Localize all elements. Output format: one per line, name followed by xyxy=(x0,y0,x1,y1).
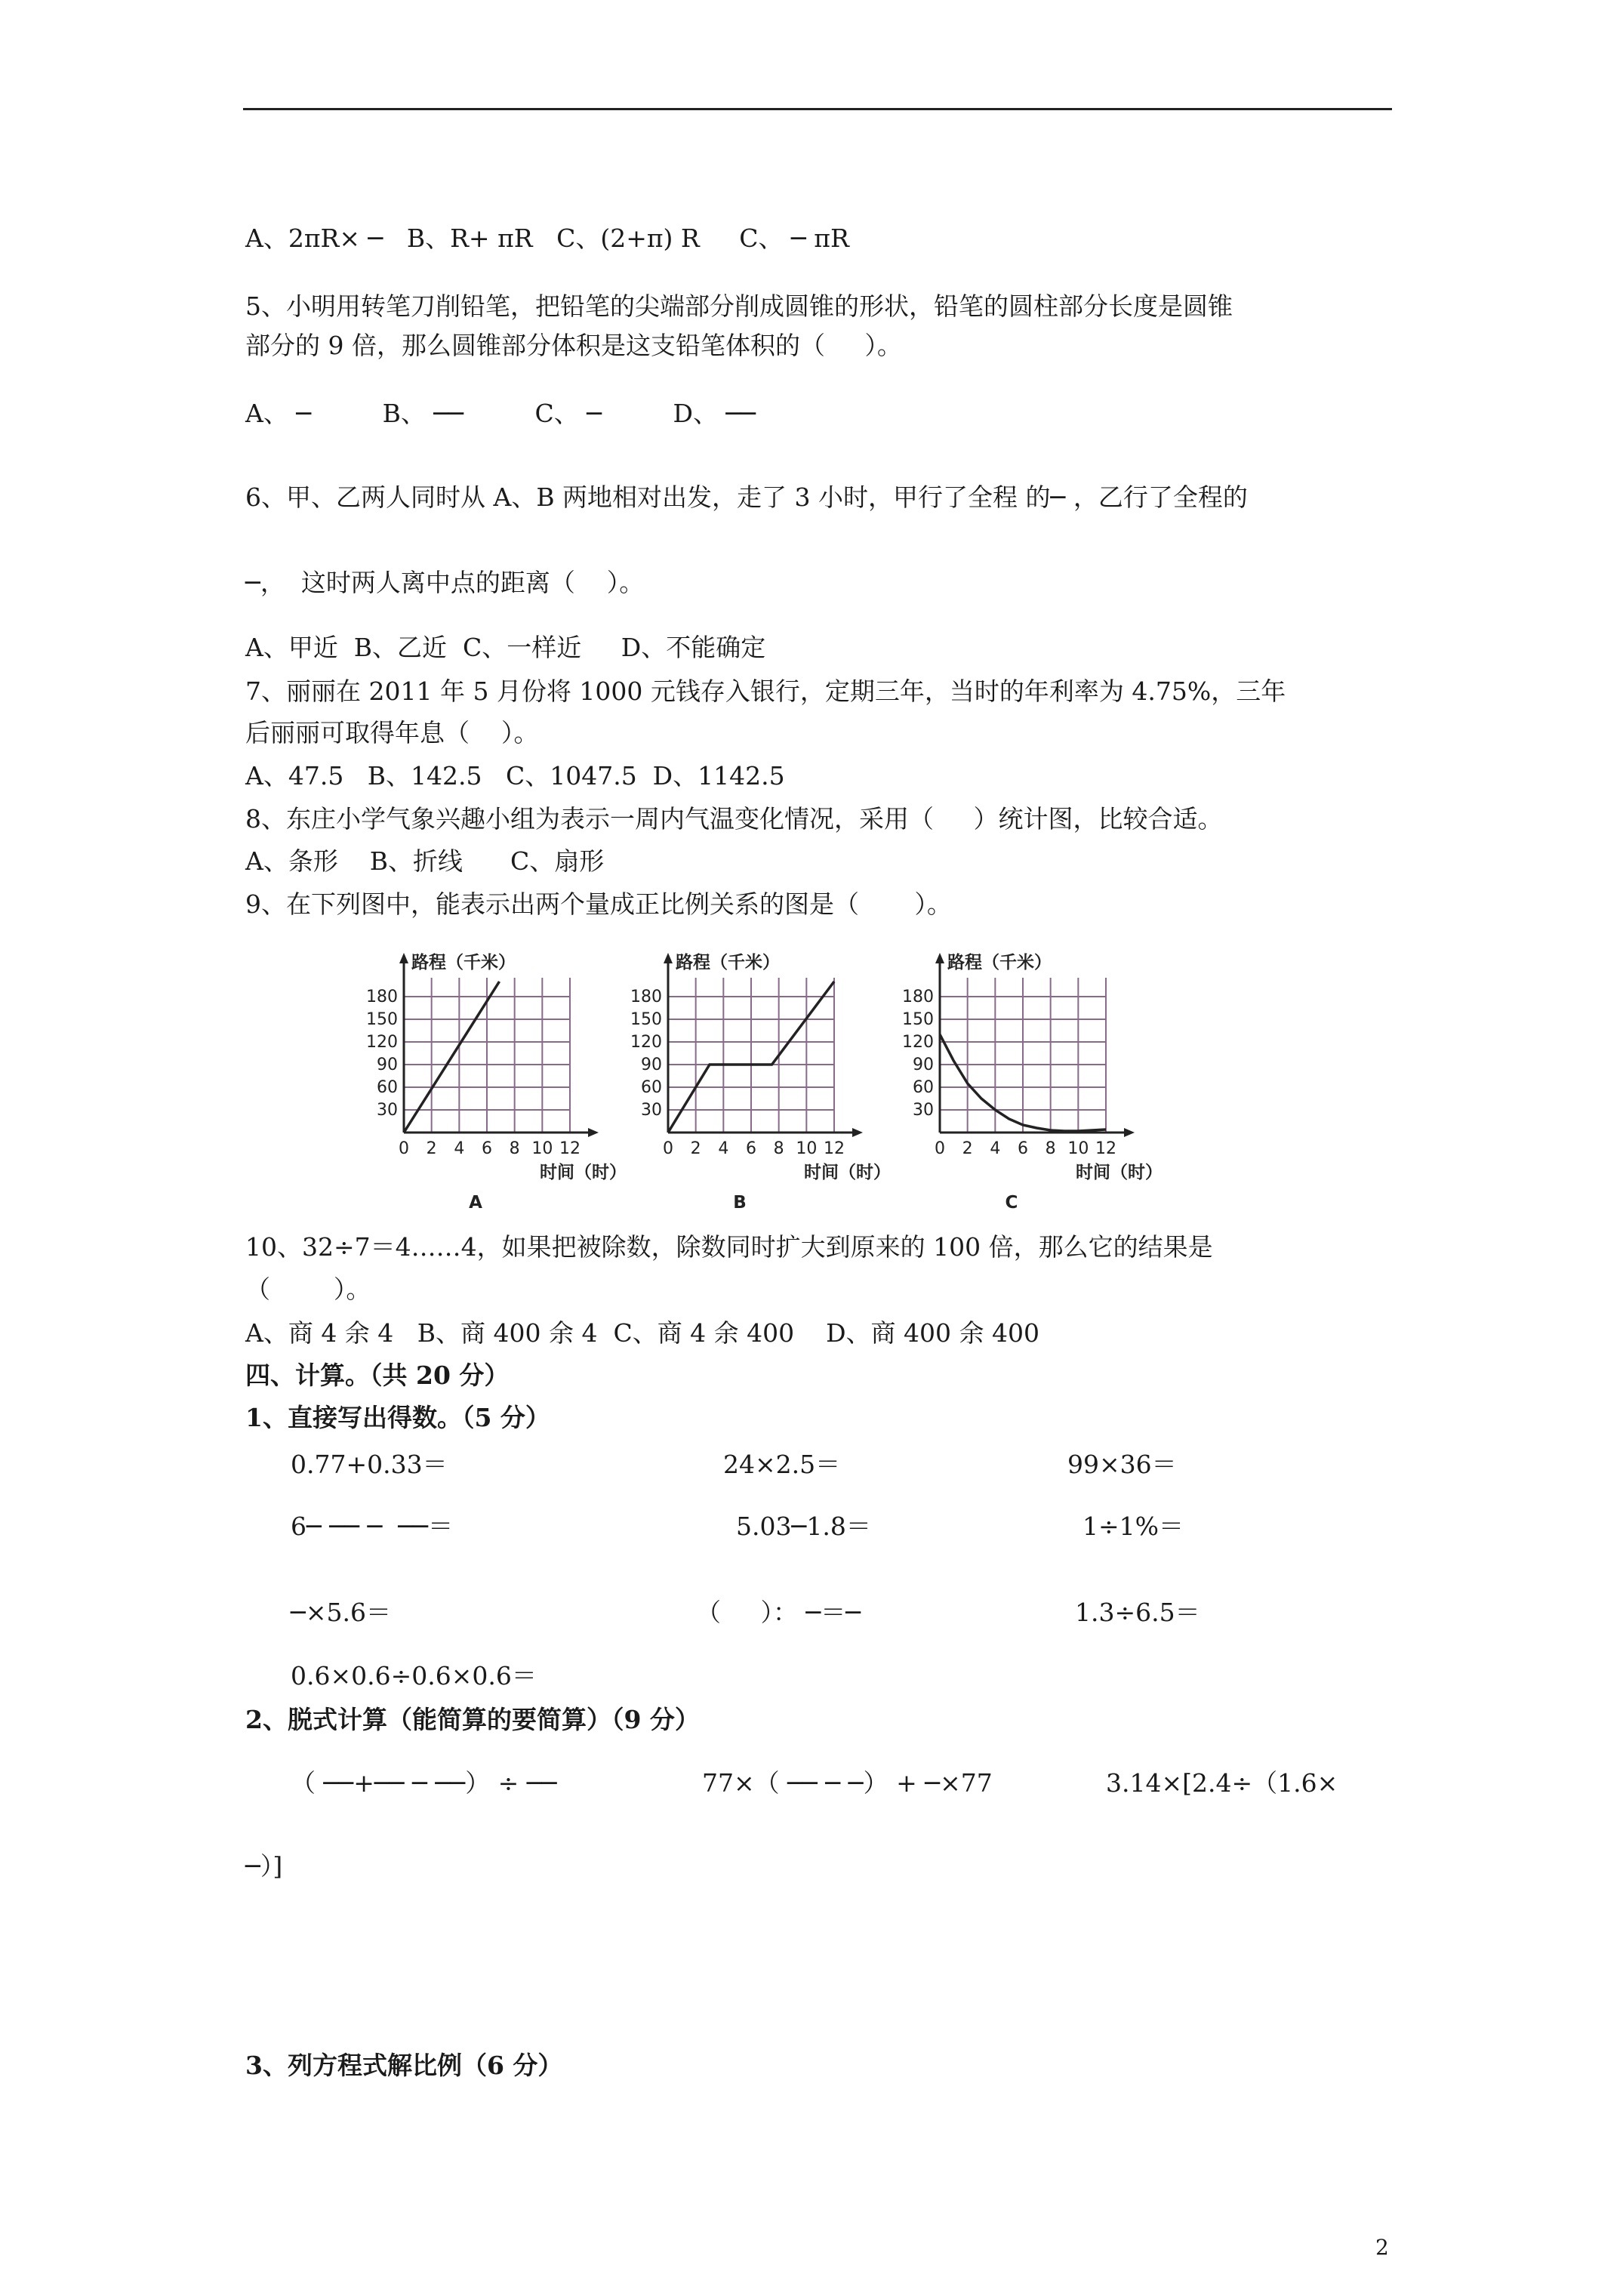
x-tick-label: 0 xyxy=(663,1139,673,1158)
calc-2-1: 6─ ── ─ ──＝ xyxy=(291,1512,454,1541)
y-tick-label: 90 xyxy=(641,1056,662,1074)
x-tick-label: 8 xyxy=(773,1139,784,1158)
step-calc-2: 77×（ ── ─ ─） + ─×77 xyxy=(702,1768,993,1798)
x-tick-label: 10 xyxy=(531,1139,553,1158)
x-axis-arrow xyxy=(1124,1128,1135,1137)
step-calc-3: 3.14×[2.4÷（1.6× xyxy=(1106,1768,1338,1798)
calc-3-2: （ ）： ─＝─ xyxy=(696,1598,861,1627)
x-tick-label: 8 xyxy=(509,1139,520,1158)
page-number: 2 xyxy=(1375,2235,1389,2260)
y-tick-label: 90 xyxy=(377,1056,398,1074)
step-calc-1: （ ──+── ─ ──） ÷ ── xyxy=(291,1768,557,1798)
x-tick-label: 12 xyxy=(1095,1139,1116,1158)
q5-line2: 部分的 9 倍，那么圆锥部分体积是这支铅笔体积的（ ）。 xyxy=(245,331,902,360)
part3-title: 3、列方程式解比例（6 分） xyxy=(245,2051,563,2080)
q4-options: A、2πR× ─ B、R+ πR C、(2+π) R C、 ─ πR xyxy=(245,223,849,253)
x-axis-title: 时间（时） xyxy=(804,1163,891,1182)
y-axis-title: 路程（千米） xyxy=(676,953,780,972)
step-calc-3-cont: ─）] xyxy=(245,1851,283,1881)
calc-1-3: 99×36＝ xyxy=(1067,1450,1177,1479)
q10-line2: （ ）。 xyxy=(245,1274,371,1304)
y-tick-label: 180 xyxy=(630,988,662,1006)
x-tick-label: 0 xyxy=(935,1139,945,1158)
x-tick-label: 2 xyxy=(690,1139,701,1158)
y-tick-label: 120 xyxy=(902,1033,934,1052)
chart-label: C xyxy=(1005,1193,1018,1213)
y-tick-label: 30 xyxy=(913,1101,934,1120)
y-axis-arrow xyxy=(399,953,408,963)
y-tick-label: 180 xyxy=(902,988,934,1006)
q7-line1: 7、丽丽在 2011 年 5 月份将 1000 元钱存入银行，定期三年，当时的年利率为 4.75%，三年 xyxy=(245,676,1286,706)
x-tick-label: 12 xyxy=(559,1139,581,1158)
x-axis-title: 时间（时） xyxy=(1076,1163,1163,1182)
x-axis-title: 时间（时） xyxy=(540,1163,627,1182)
y-tick-label: 30 xyxy=(641,1101,662,1120)
header-rule xyxy=(243,108,1392,110)
part1-title: 1、直接写出得数。（5 分） xyxy=(245,1403,550,1432)
q9-line1: 9、在下列图中，能表示出两个量成正比例关系的图是（ ）。 xyxy=(245,889,952,919)
x-tick-label: 0 xyxy=(399,1139,409,1158)
section4-title: 四、计算。（共 20 分） xyxy=(245,1361,510,1390)
q7-line2: 后丽丽可取得年息（ ）。 xyxy=(245,718,539,747)
calc-2-2: 5.03─1.8＝ xyxy=(736,1512,871,1541)
chart-label: B xyxy=(733,1193,747,1213)
calc-2-3: 1÷1%＝ xyxy=(1083,1512,1184,1541)
x-axis-arrow xyxy=(852,1128,863,1137)
y-tick-label: 60 xyxy=(913,1078,934,1097)
calc-3-1: ─×5.6＝ xyxy=(291,1598,391,1627)
y-tick-label: 90 xyxy=(913,1056,934,1074)
q6-line2: ─， 这时两人离中点的距离（ ）。 xyxy=(245,568,645,597)
q6-options: A、甲近 B、乙近 C、一样近 D、不能确定 xyxy=(245,633,766,662)
x-tick-label: 4 xyxy=(718,1139,729,1158)
q8-line1: 8、东庄小学气象兴趣小组为表示一周内气温变化情况，采用（ ）统计图，比较合适。 xyxy=(245,804,1223,834)
y-tick-label: 180 xyxy=(366,988,398,1006)
x-tick-label: 10 xyxy=(796,1139,818,1158)
x-tick-label: 2 xyxy=(962,1139,973,1158)
x-tick-label: 8 xyxy=(1045,1139,1056,1158)
y-tick-label: 120 xyxy=(366,1033,398,1052)
q10-line1: 10、32÷7＝4……4，如果把被除数，除数同时扩大到原来的 100 倍，那么它的结果是 xyxy=(245,1232,1213,1262)
calc-1-2: 24×2.5＝ xyxy=(723,1450,841,1479)
part2-title: 2、脱式计算（能简算的要简算）（9 分） xyxy=(245,1705,700,1734)
calc-4-1: 0.6×0.6÷0.6×0.6＝ xyxy=(291,1661,537,1690)
y-tick-label: 60 xyxy=(377,1078,398,1097)
x-tick-label: 10 xyxy=(1067,1139,1089,1158)
calc-1-1: 0.77+0.33＝ xyxy=(291,1450,448,1479)
y-axis-title: 路程（千米） xyxy=(411,953,516,972)
y-tick-label: 150 xyxy=(366,1010,398,1029)
x-tick-label: 4 xyxy=(990,1139,1001,1158)
x-axis-arrow xyxy=(588,1128,599,1137)
q5-line1: 5、小明用转笔刀削铅笔，把铅笔的尖端部分削成圆锥的形状，铅笔的圆柱部分长度是圆锥 xyxy=(245,291,1233,321)
x-tick-label: 6 xyxy=(482,1139,492,1158)
y-tick-label: 60 xyxy=(641,1078,662,1097)
y-tick-label: 30 xyxy=(377,1101,398,1120)
chart-label: A xyxy=(469,1193,482,1213)
x-tick-label: 6 xyxy=(746,1139,756,1158)
x-tick-label: 2 xyxy=(426,1139,437,1158)
q6-line1: 6、甲、乙两人同时从 A、B 两地相对出发，走了 3 小时，甲行了全程 的─ ，乙行了全程的 xyxy=(245,482,1248,512)
y-axis-arrow xyxy=(664,953,673,963)
calc-3-3: 1.3÷6.5＝ xyxy=(1075,1598,1200,1627)
q7-options: A、47.5 B、142.5 C、1047.5 D、1142.5 xyxy=(245,761,785,791)
x-tick-label: 4 xyxy=(454,1139,465,1158)
q8-options: A、条形 B、折线 C、扇形 xyxy=(245,846,605,876)
y-axis-arrow xyxy=(935,953,944,963)
q5-options: A、 ─ B、 ── C、 ─ D、 ── xyxy=(245,399,756,428)
q10-options: A、商 4 余 4 B、商 400 余 4 C、商 4 余 400 D、商 400 余 400 xyxy=(245,1318,1040,1348)
x-tick-label: 12 xyxy=(824,1139,845,1158)
y-tick-label: 120 xyxy=(630,1033,662,1052)
x-tick-label: 6 xyxy=(1018,1139,1028,1158)
q9-charts xyxy=(332,936,1238,1216)
y-tick-label: 150 xyxy=(902,1010,934,1029)
y-axis-title: 路程（千米） xyxy=(947,953,1052,972)
y-tick-label: 150 xyxy=(630,1010,662,1029)
